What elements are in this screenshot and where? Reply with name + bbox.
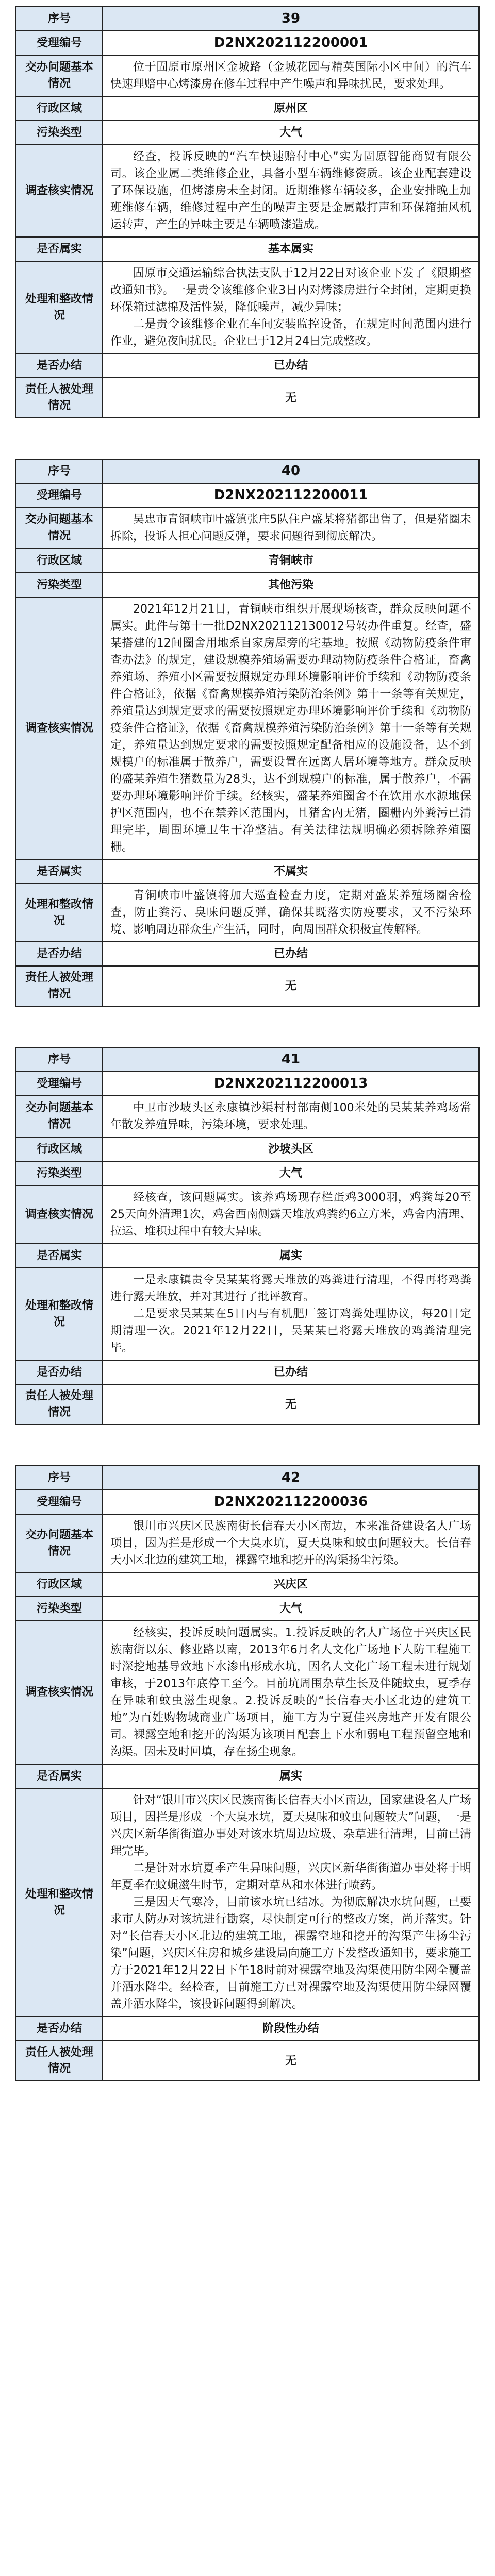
pollution-value: 其他污染 — [268, 579, 314, 591]
verified-row — [16, 1243, 478, 1267]
investigation-row — [16, 1620, 478, 1764]
seq-row — [16, 7, 478, 30]
accountability-row — [16, 1384, 478, 1424]
accountability-value: 无 — [285, 1398, 296, 1411]
handling-paragraph: 二是要求吴某某在5日内与有机肥厂签订鸡粪处理协议，每20日定期清理一次。2021年12月22日，吴某某已将露天堆放的鸡粪清理完毕。 — [110, 1308, 471, 1354]
accountability-label: 责任人被处理情况 — [16, 1385, 103, 1424]
pollution-label: 污染类型 — [16, 573, 103, 597]
investigation-paragraph: 经查，投诉反映的“汽车快速赔付中心”实为固原智能商贸有限公司。该企业属二类维修企业，具备小型车辆维修资质。该企业配套建设了环保设施，但烤漆房未全封闭。近期维修车辆较多，企业安排晚上加班维修车辆，维修过程中产生的噪声主要是金属敲打声和环保箱抽风机运转声，产生的异味主要是车辆喷漆造成。 — [110, 150, 471, 231]
seq-row — [16, 1048, 478, 1071]
closed-row — [16, 353, 478, 377]
accountability-label: 责任人被处理情况 — [16, 2041, 103, 2080]
accountability-label: 责任人被处理情况 — [16, 967, 103, 1006]
investigation-value — [103, 1621, 478, 1764]
closed-row — [16, 1360, 478, 1384]
verified-value: 属实 — [279, 1770, 302, 1783]
seq-label: 序号 — [16, 1466, 103, 1489]
verified-label: 是否属实 — [16, 238, 103, 261]
handling-paragraph: 青铜峡市叶盛镇将加大巡查检查力度，定期对盛某养殖场圈舍检查，防止粪污、臭味问题反弹，确保其既落实防疫要求，又不污染环境、影响周边群众生产生活，同时，向周围群众积极宣传解释。 — [110, 889, 471, 936]
verified-label: 是否属实 — [16, 1244, 103, 1267]
complaint-paragraph: 吴忠市青铜峡市叶盛镇张庄5队住户盛某将猪都出售了，但是猪圈未拆除，投诉人担心问题反弹，要求问题得到彻底解决。 — [110, 513, 471, 543]
seq-value: 39 — [103, 7, 478, 30]
record-42 — [15, 1465, 480, 2081]
region-row — [16, 548, 478, 572]
region-row — [16, 1572, 478, 1596]
complaint-paragraph: 银川市兴庆区民族南街长信春天小区南边，本来准备建设名人广场项目，因为拦是形成一个大臭水坑，夏天臭味和蚊虫问题较大。长信春天小区北边的建筑工地，裸露空地和挖开的沟渠扬尘污染。 — [110, 1520, 471, 1567]
handling-row — [16, 883, 478, 941]
handling-label: 处理和整改情况 — [16, 262, 103, 353]
seq-value: 41 — [103, 1048, 478, 1071]
handling-paragraph: 一是永康镇责令吴某某将露天堆放的鸡粪进行清理，不得再将鸡粪进行露天堆放，并对其进行了批评教育。 — [110, 1274, 471, 1303]
investigation-label: 调查核实情况 — [16, 1621, 103, 1764]
investigation-value — [103, 145, 478, 236]
complaint-row — [16, 1095, 478, 1137]
closed-value: 已办结 — [273, 947, 308, 960]
region-label: 行政区域 — [16, 97, 103, 120]
verified-row — [16, 859, 478, 883]
pollution-value: 大气 — [279, 1167, 302, 1180]
handling-paragraph: 三是因天气寒冷，目前该水坑已结冰。为彻底解决水坑问题，已要求市人防办对该坑进行勘察，尽快制定可行的整改方案，尚并落实。针对“长信春天小区北边的建筑工地，裸露空地和挖开的沟渠产生扬尘污染”问题，兴庆区住房和城乡建设局向施工方下发整改通知书，要求施工方于2021年12月22日下午18时前对裸露空地及沟渠使用防尘网全覆盖并洒水降尘。经检查，目前施工方已对裸露空地及沟渠使用防尘绿网覆盖并洒水降尘，该投诉问题得到解决。 — [110, 1896, 471, 2011]
pollution-row — [16, 572, 478, 597]
region-row — [16, 96, 478, 120]
investigation-label: 调查核实情况 — [16, 598, 103, 859]
pollution-label: 污染类型 — [16, 1162, 103, 1185]
complaint-value — [103, 56, 478, 96]
region-label: 行政区域 — [16, 549, 103, 572]
closed-label: 是否办结 — [16, 942, 103, 965]
code-value: D2NX202112200001 — [213, 35, 368, 50]
handling-row — [16, 261, 478, 353]
complaint-label: 交办问题基本情况 — [16, 508, 103, 548]
handling-paragraph: 二是针对水坑夏季产生异味问题，兴庆区新华街街道办事处将于明年夏季在蚊蝇滋生时节，定期对草丛和水体进行喷药。 — [110, 1862, 471, 1892]
handling-value — [103, 1268, 478, 1360]
handling-label: 处理和整改情况 — [16, 1789, 103, 2016]
handling-value — [103, 262, 478, 353]
handling-value — [103, 1789, 478, 2016]
record-41 — [15, 1047, 480, 1425]
region-value: 原州区 — [273, 102, 308, 115]
code-label: 受理编号 — [16, 31, 103, 55]
accountability-row — [16, 2040, 478, 2080]
handling-paragraph: 二是责令该维修企业在车间安装监控设备，在规定时间范围内进行作业，避免夜间扰民。企业已于12月24日完成整改。 — [110, 318, 471, 348]
seq-row — [16, 460, 478, 483]
seq-label: 序号 — [16, 460, 103, 483]
investigation-paragraph: 经核查，该问题属实。该养鸡场现存栏蛋鸡3000羽，鸡粪每20至25天向外清理1次，鸡舍西南侧露天堆放鸡粪约6立方米，鸡舍内清理、拉运、堆积过程中有较大异味。 — [110, 1191, 471, 1238]
code-row — [16, 30, 478, 55]
record-40 — [15, 459, 480, 1007]
accountability-value: 无 — [285, 391, 296, 404]
complaint-row — [16, 55, 478, 96]
verified-value: 不属实 — [273, 865, 308, 878]
accountability-row — [16, 965, 478, 1006]
closed-value: 已办结 — [273, 359, 308, 372]
verified-label: 是否属实 — [16, 1765, 103, 1788]
code-label: 受理编号 — [16, 1072, 103, 1095]
region-value: 沙坡头区 — [268, 1143, 314, 1156]
complaint-value — [103, 1096, 478, 1137]
closed-label: 是否办结 — [16, 2017, 103, 2040]
code-row — [16, 1071, 478, 1095]
pollution-row — [16, 1596, 478, 1620]
code-value: D2NX202112200011 — [213, 487, 368, 503]
code-value: D2NX202112200013 — [213, 1076, 368, 1091]
complaint-paragraph: 中卫市沙坡头区永康镇沙渠村村部南侧100米处的吴某某养鸡场常年散发养殖异味，污染环境，要求处理。 — [110, 1101, 471, 1131]
pollution-label: 污染类型 — [16, 1597, 103, 1620]
accountability-row — [16, 377, 478, 417]
pollution-row — [16, 120, 478, 144]
code-row — [16, 483, 478, 507]
pollution-value: 大气 — [279, 126, 302, 139]
closed-label: 是否办结 — [16, 354, 103, 377]
handling-label: 处理和整改情况 — [16, 884, 103, 941]
record-39 — [15, 6, 480, 418]
accountability-label: 责任人被处理情况 — [16, 378, 103, 417]
seq-value: 42 — [103, 1466, 478, 1489]
region-value: 兴庆区 — [273, 1578, 308, 1591]
complaint-label: 交办问题基本情况 — [16, 56, 103, 96]
pollution-label: 污染类型 — [16, 121, 103, 144]
region-row — [16, 1137, 478, 1161]
complaint-row — [16, 507, 478, 548]
verified-label: 是否属实 — [16, 860, 103, 883]
complaint-label: 交办问题基本情况 — [16, 1096, 103, 1137]
verified-row — [16, 236, 478, 261]
handling-label: 处理和整改情况 — [16, 1268, 103, 1360]
seq-label: 序号 — [16, 1048, 103, 1071]
accountability-value: 无 — [285, 2054, 296, 2067]
investigation-value — [103, 598, 478, 859]
closed-row — [16, 2016, 478, 2040]
handling-value — [103, 884, 478, 941]
handling-paragraph: 固原市交通运输综合执法支队于12月22日对该企业下发了《限期整改通知书》。一是责令该维修企业3日内对烤漆房进行全封闭，定期更换环保箱过滤棉及活性炭，降低噪声，减少异味； — [110, 267, 471, 314]
pollution-row — [16, 1161, 478, 1185]
investigation-value — [103, 1186, 478, 1243]
closed-value: 阶段性办结 — [262, 2022, 319, 2035]
investigation-row — [16, 597, 478, 859]
region-value: 青铜峡市 — [268, 554, 314, 567]
investigation-label: 调查核实情况 — [16, 145, 103, 236]
code-value: D2NX202112200036 — [213, 1494, 368, 1510]
accountability-value: 无 — [285, 979, 296, 993]
handling-row — [16, 1267, 478, 1360]
investigation-row — [16, 144, 478, 236]
complaint-label: 交办问题基本情况 — [16, 1515, 103, 1572]
complaint-paragraph: 位于固原市原州区金城路（金城花园与精英国际小区中间）的汽车快速理赔中心烤漆房在修车过程中产生噪声和异味扰民，要求处理。 — [110, 61, 471, 91]
pollution-value: 大气 — [279, 1602, 302, 1615]
handling-row — [16, 1788, 478, 2016]
seq-row — [16, 1466, 478, 1489]
code-label: 受理编号 — [16, 484, 103, 507]
handling-paragraph: 针对“银川市兴庆区民族南街长信春天小区南边，国家建设名人广场项目，因拦是形成一个大臭水坑，夏天臭味和蚊虫问题较大”问题，一是兴庆区新华街街道办事处对该水坑周边垃圾、杂草进行清理，目前已清理完毕。 — [110, 1794, 471, 1858]
region-label: 行政区域 — [16, 1573, 103, 1596]
region-label: 行政区域 — [16, 1138, 103, 1161]
verified-row — [16, 1764, 478, 1788]
closed-row — [16, 941, 478, 965]
investigation-label: 调查核实情况 — [16, 1186, 103, 1243]
complaint-value — [103, 508, 478, 548]
seq-label: 序号 — [16, 7, 103, 30]
verified-value: 属实 — [279, 1249, 302, 1262]
closed-label: 是否办结 — [16, 1361, 103, 1384]
complaint-row — [16, 1514, 478, 1572]
closed-value: 已办结 — [273, 1366, 308, 1379]
code-row — [16, 1489, 478, 1514]
code-label: 受理编号 — [16, 1490, 103, 1514]
verified-value: 基本属实 — [268, 243, 314, 256]
investigation-paragraph: 2021年12月21日，青铜峡市组织开展现场核查，群众反映问题不属实。此件与第十一批D2NX202112130012号转办件重复。经查，盛某搭建的12间圈舍用地系自家房屋旁的宅基地。按照《动物防疫条件审查办法》的规定，建设规模养殖场需要办理动物防疫条件合格证，畜禽养殖场、养殖小区需要按照规定办理环境影响评价手续和《动物防疫条件合格证》，依据《畜禽规模养殖污染防治条例》第十一条等有关规定，养殖量达到规定要求的需要按照规定办理环境影响评价手续和《动物防疫条件合格证》，依据《畜禽规模养殖污染防治条例》第十一条等有关规定，养殖量达到规定要求的需要按照规定配备相应的设施设备，达不到规模户的标准属于散养户，需要设置在远离人居环境等地方。群众反映的盛某养殖生猪数量为28头，达不到规模户的标准，属于散养户，不需要办理环境影响评价手续。经核实，盛某养殖圈舍不在饮用水水源地保护区范围内，也不在禁养区范围内，且猪舍内无猪，圈栅内外粪污已清理完毕，周围环境卫生干净整洁。有关法律法规明确必须拆除养殖圈栅。 — [110, 603, 471, 854]
seq-value: 40 — [103, 460, 478, 483]
complaint-value — [103, 1515, 478, 1572]
investigation-paragraph: 经核实，投诉反映问题属实。1.投诉反映的名人广场位于兴庆区民族南街以东、修业路以南，2013年6月名人文化广场地下人防工程施工时深挖地基导致地下水渗出形成水坑，因名人文化广场工程未进行规划审核，于2013年底停工至今。目前坑周围杂草生长及伴随蚊虫，夏季存在异味和蚊虫滋生现象。2.投诉反映的“长信春天小区北边的建筑工地”为百姓购物城商业广场项目，施工方为宁夏佳兴房地产开发有限公司。裸露空地和挖开的沟渠为该项目配套上下水和弱电工程预留空地和沟渠。因未及时回填，存在扬尘现象。 — [110, 1626, 471, 1758]
investigation-row — [16, 1185, 478, 1243]
